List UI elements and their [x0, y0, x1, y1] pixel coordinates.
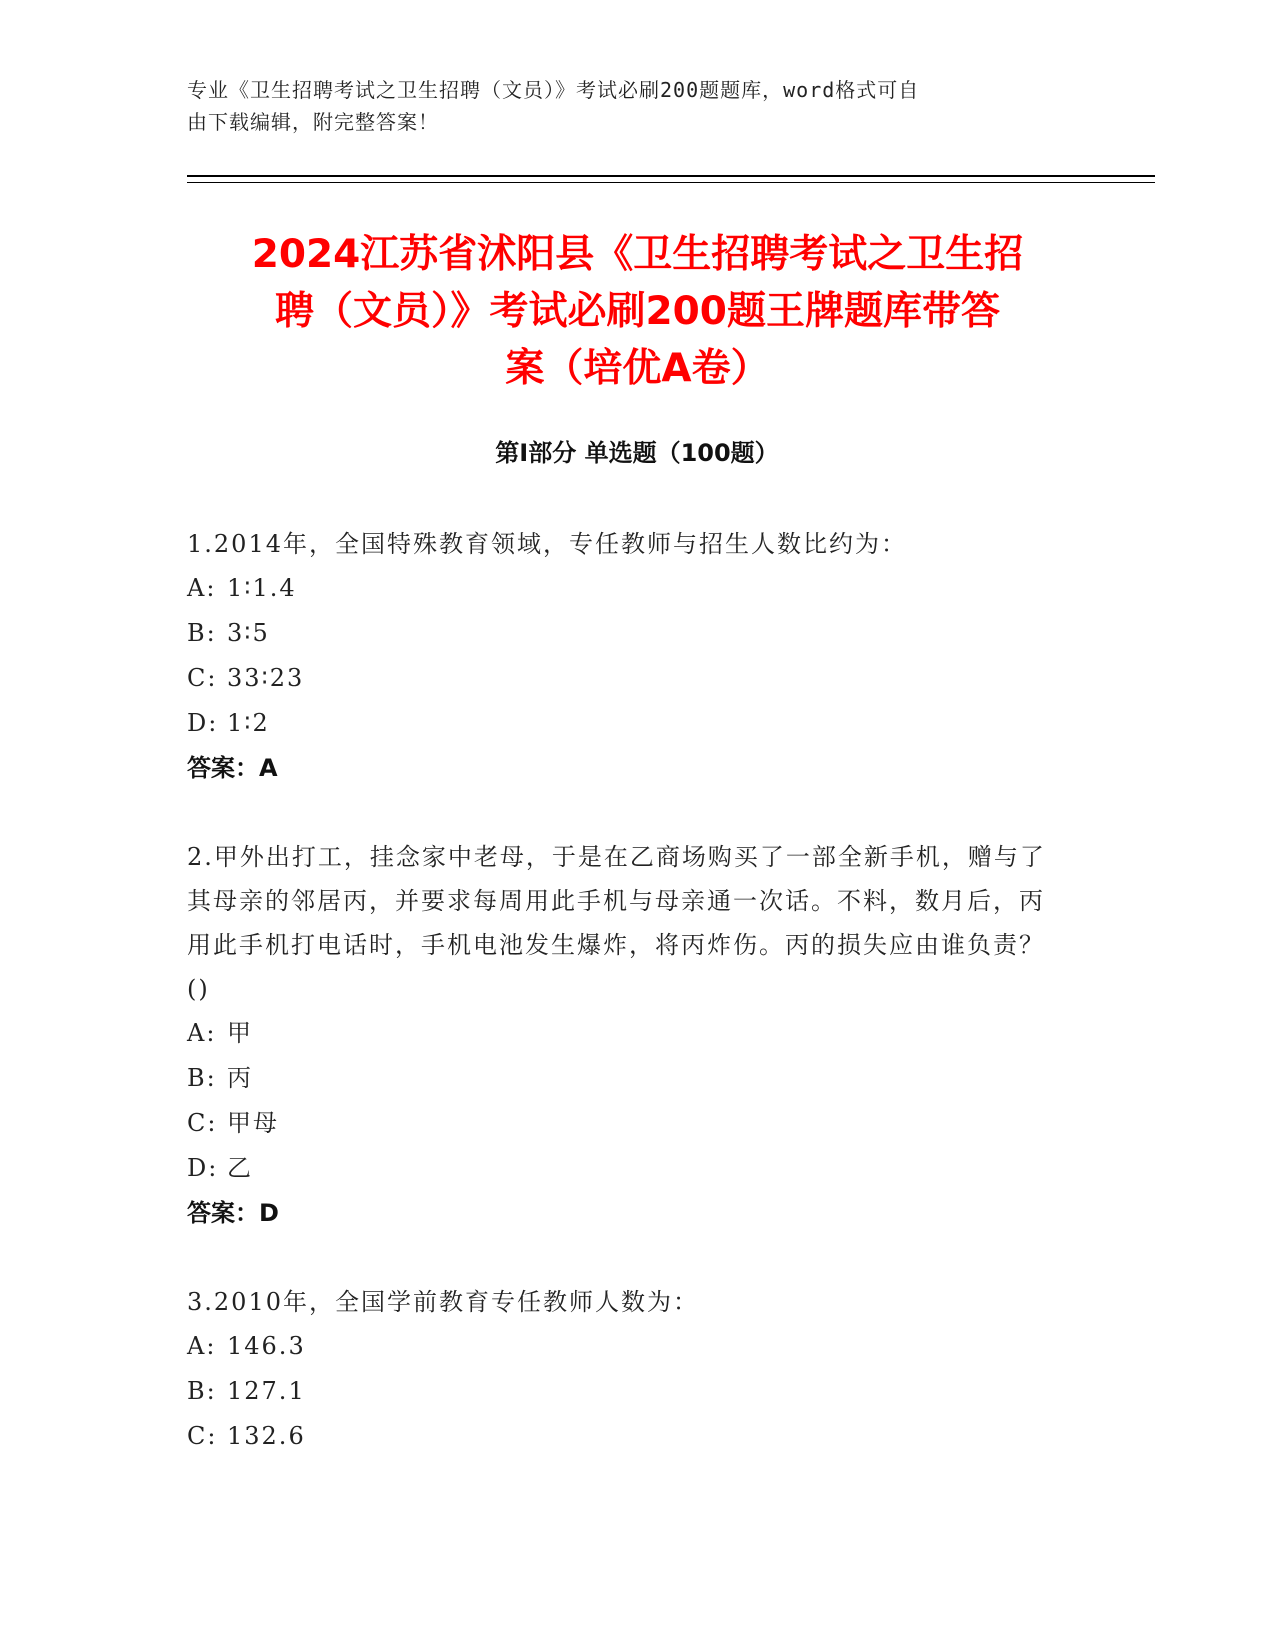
option-b — [187, 1056, 1067, 1101]
option-c — [187, 1414, 1067, 1459]
header-note — [187, 74, 1087, 138]
document-title-line-1: 2024江苏省沭阳县《卫生招聘考试之卫生招 — [251, 232, 1024, 277]
option-letter: A: — [187, 1332, 217, 1360]
option-text: 132.6 — [227, 1422, 306, 1450]
option-text: 1∶2 — [227, 709, 270, 737]
header-note-line-1: 专业《卫生招聘考试之卫生招聘（文员）》考试必刷200题题库，word格式可自 — [187, 78, 920, 102]
option-c — [187, 656, 1067, 701]
header-divider-thick — [187, 175, 1155, 177]
section-heading: 第Ⅰ部分 单选题（100题） — [495, 439, 779, 467]
option-letter: B: — [187, 1377, 217, 1405]
option-letter: B: — [187, 1064, 217, 1092]
option-a — [187, 1324, 1067, 1369]
option-letter: A: — [187, 574, 217, 602]
option-a — [187, 1011, 1067, 1056]
option-b — [187, 1369, 1067, 1414]
question-1 — [187, 522, 1067, 791]
option-text: 1∶1.4 — [227, 574, 297, 602]
option-text: 33∶23 — [227, 664, 305, 692]
option-letter: C: — [187, 664, 218, 692]
option-d — [187, 1146, 1067, 1191]
header-note-line-2: 由下载编辑，附完整答案！ — [187, 110, 439, 134]
document-title-line-2: 聘（文员）》考试必刷200题王牌题库带答 — [275, 289, 1000, 334]
option-text: 乙 — [227, 1154, 253, 1182]
question-stem: 3.2010年，全国学前教育专任教师人数为： — [187, 1288, 699, 1316]
option-text: 127.1 — [227, 1377, 306, 1405]
option-text: 丙 — [227, 1064, 253, 1092]
header-divider-thin — [187, 182, 1155, 183]
option-letter: B: — [187, 619, 217, 647]
option-a — [187, 566, 1067, 611]
question-3 — [187, 1280, 1067, 1459]
document-title — [150, 226, 1125, 397]
question-stem: 2.甲外出打工，挂念家中老母，于是在乙商场购买了一部全新手机，赠与了其母亲的邻居丙，并要求每周用此手机与母亲通一次话。不料，数月后，丙用此手机打电话时，手机电池发生爆炸，将丙炸伤。丙的损失应由谁负责？() — [187, 843, 1046, 1003]
option-text: 甲 — [227, 1019, 253, 1047]
option-d — [187, 701, 1067, 746]
option-letter: D: — [187, 709, 219, 737]
option-letter: A: — [187, 1019, 217, 1047]
document-title-line-3: 案（培优A卷） — [505, 346, 770, 391]
option-letter: C: — [187, 1109, 218, 1137]
question-stem: 1.2014年，全国特殊教育领域，专任教师与招生人数比约为： — [187, 530, 907, 558]
answer-line: 答案：A — [187, 754, 278, 782]
option-text: 3∶5 — [227, 619, 270, 647]
option-letter: D: — [187, 1154, 219, 1182]
question-2 — [187, 835, 1067, 1236]
option-letter: C: — [187, 1422, 218, 1450]
question-list — [187, 522, 1067, 1503]
option-text: 甲母 — [227, 1109, 279, 1137]
answer-line: 答案：D — [187, 1199, 279, 1227]
option-text: 146.3 — [227, 1332, 306, 1360]
option-c — [187, 1101, 1067, 1146]
option-b — [187, 611, 1067, 656]
